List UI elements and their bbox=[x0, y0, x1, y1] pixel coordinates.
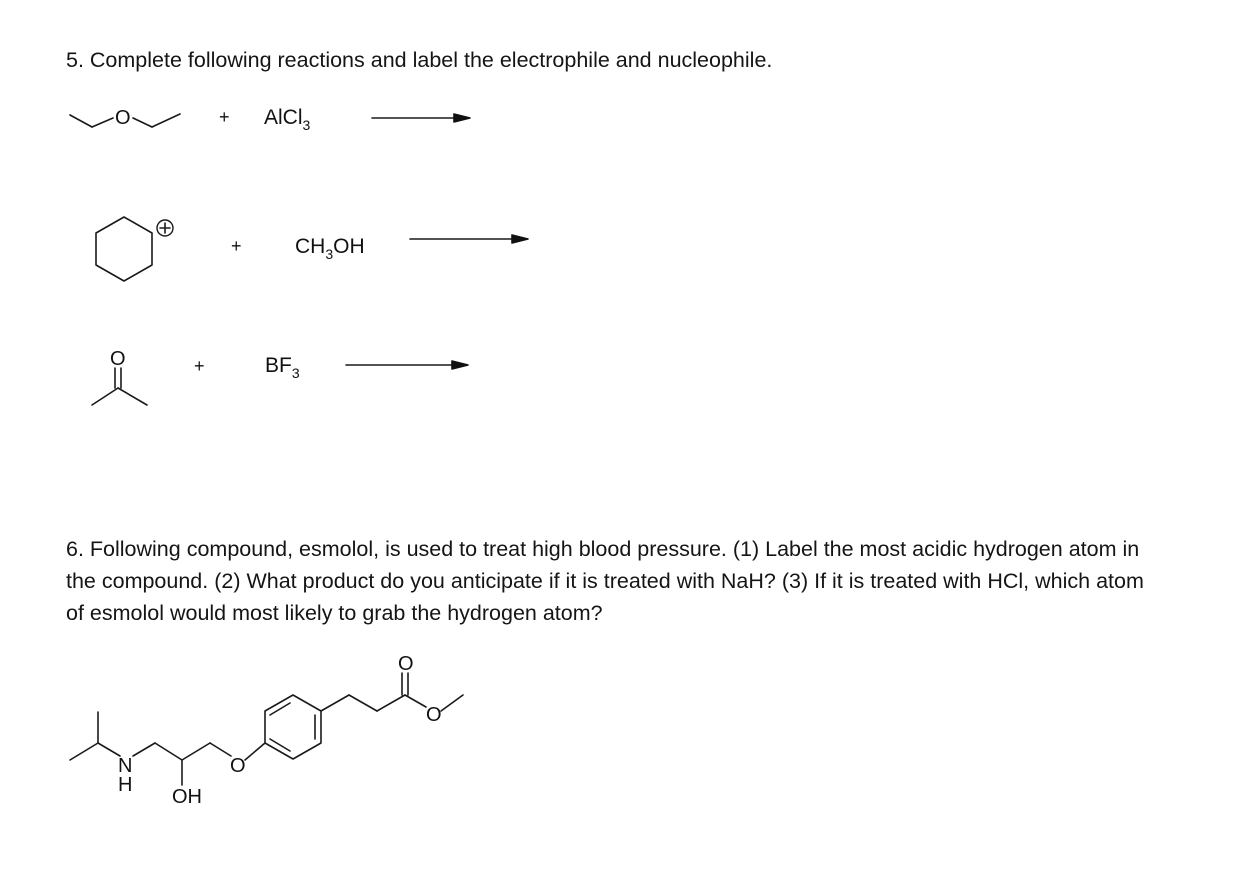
reaction-2 bbox=[96, 217, 528, 281]
ether-oxygen-label: O bbox=[115, 107, 131, 129]
reaction-1 bbox=[70, 106, 470, 133]
carbonyl-oxygen-label: O bbox=[110, 348, 126, 370]
question-6-text: 6. Following compound, esmolol, is used to treat high blood pressure. (1) Label the most acidic hydrogen atom in the compound. (2) What product do you anticipate if it is treated with NaH? (3) If it is treated with HCl, which atom of esmolol would most likely to grab the hydrogen atom? bbox=[66, 537, 1144, 625]
plus-sign: + bbox=[219, 107, 230, 127]
ester-oxygen-label: O bbox=[426, 704, 442, 726]
amine-nitrogen-label: N bbox=[118, 755, 133, 777]
plus-sign: + bbox=[194, 356, 205, 376]
reagent-methanol: $CH_3OH$ bbox=[295, 235, 365, 262]
hydroxyl-label: OH bbox=[172, 786, 202, 808]
esmolol-structure bbox=[70, 653, 463, 808]
diethyl-ether-structure bbox=[70, 107, 180, 129]
plus-sign: + bbox=[231, 236, 242, 256]
acetone-structure bbox=[92, 348, 147, 405]
reaction-arrow bbox=[346, 361, 468, 369]
reagent-alcl3: AlCl$_3$ bbox=[264, 106, 311, 133]
carbonyl-oxygen-label: O bbox=[398, 653, 414, 675]
question-5-text: 5. Complete following reactions and label the electrophile and nucleophile. bbox=[66, 48, 773, 72]
cyclohexyl-cation-structure bbox=[96, 217, 173, 281]
reaction-arrow bbox=[372, 114, 470, 122]
ether-oxygen-label: O bbox=[230, 755, 246, 777]
reagent-bf3: $BF_3$ bbox=[265, 354, 300, 381]
reaction-arrow bbox=[410, 235, 528, 243]
amine-hydrogen-label: H bbox=[118, 774, 133, 796]
reaction-3 bbox=[92, 348, 468, 405]
